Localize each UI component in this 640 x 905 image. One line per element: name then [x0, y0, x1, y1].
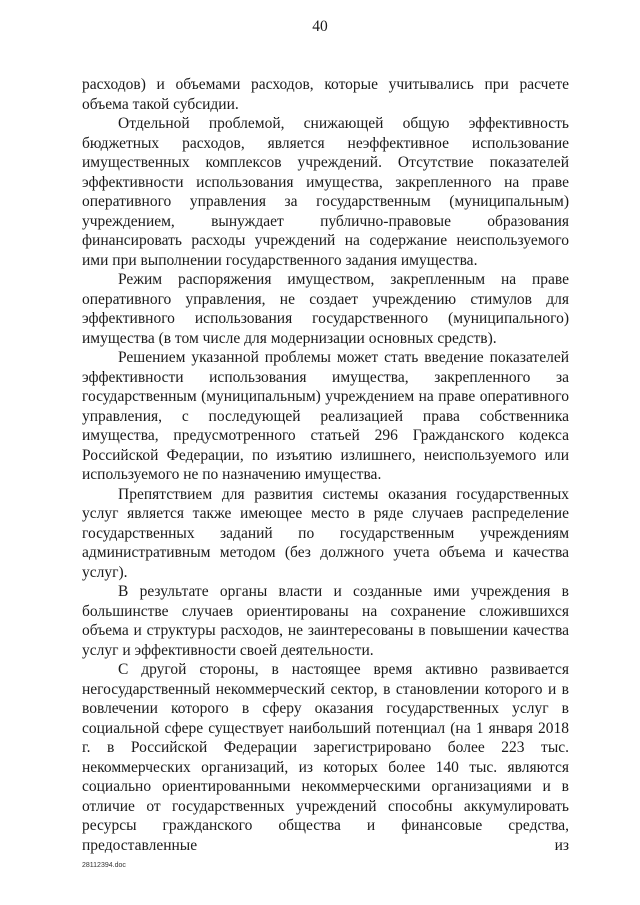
paragraph-obstacle: Препятствием для развития системы оказания государственных услуг является также имеющее место в ряде случаев распределение государственных заданий по государственным учреждениям административным методом (без должного учета объема и качества услуг).	[82, 485, 569, 581]
paragraph-property-inefficiency: Отдельной проблемой, снижающей общую эффективность бюджетных расходов, является неэффективное использование имущественных комплексов учреждений. Отсутствие показателей эффективности использования имущества, закрепленного на праве оперативного управления за государственным (муниципальным) учреждением, вынуждает публично-правовые образования финансировать расходы учреждений на содержание неиспользуемого ими при выполнении государственного задания имущества.	[82, 115, 569, 269]
paragraph-disposal-regime: Режим распоряжения имуществом, закрепленным на праве оперативного управления, не создает учреждению стимулов для эффективного использования государственного (муниципального) имущества (в том числе для модернизации основных средств).	[82, 271, 569, 347]
paragraph-solution: Решением указанной проблемы может стать введение показателей эффективности использования имущества, закрепленного за государственным (муниципальным) учреждением на праве оперативного управления, с последующей реализацией права собственника имущества, предусмотренного статьей 296 Гражданского кодекса Российской Федерации, по изъятию излишнего, неиспользуемого или используемого не по назначению имущества.	[82, 349, 569, 483]
paragraph-nonprofit-sector: С другой стороны, в настоящее время активно развивается негосударственный некоммерческий сектор, в становлении которого и в вовлечении которого в сферу оказания государственных услуг в социальной сфере существует наибольший потенциал (на 1 января 2018 г. в Российской Федерации зарегистрировано более 223 тыс. некоммерческих организаций, из которых более 140 тыс. являются социально ориентированными некоммерческими организациями и в отличие от государственных учреждений способны аккумулировать ресурсы гражданского общества и финансовые средства, предоставленные из	[82, 661, 569, 854]
page-number: 40	[312, 18, 328, 35]
paragraph-result: В результате органы власти и созданные ими учреждения в большинстве случаев ориентированы на сохранение сложившихся объема и структуры расходов, не заинтересованы в повышении качества услуг и эффективности своей деятельности.	[82, 583, 569, 659]
paragraph-continuation: расходов) и объемами расходов, которые учитывались при расчете объема такой субсидии.	[82, 76, 569, 113]
document-body	[82, 75, 569, 855]
footer-filename: 28112394.doc	[82, 862, 126, 869]
